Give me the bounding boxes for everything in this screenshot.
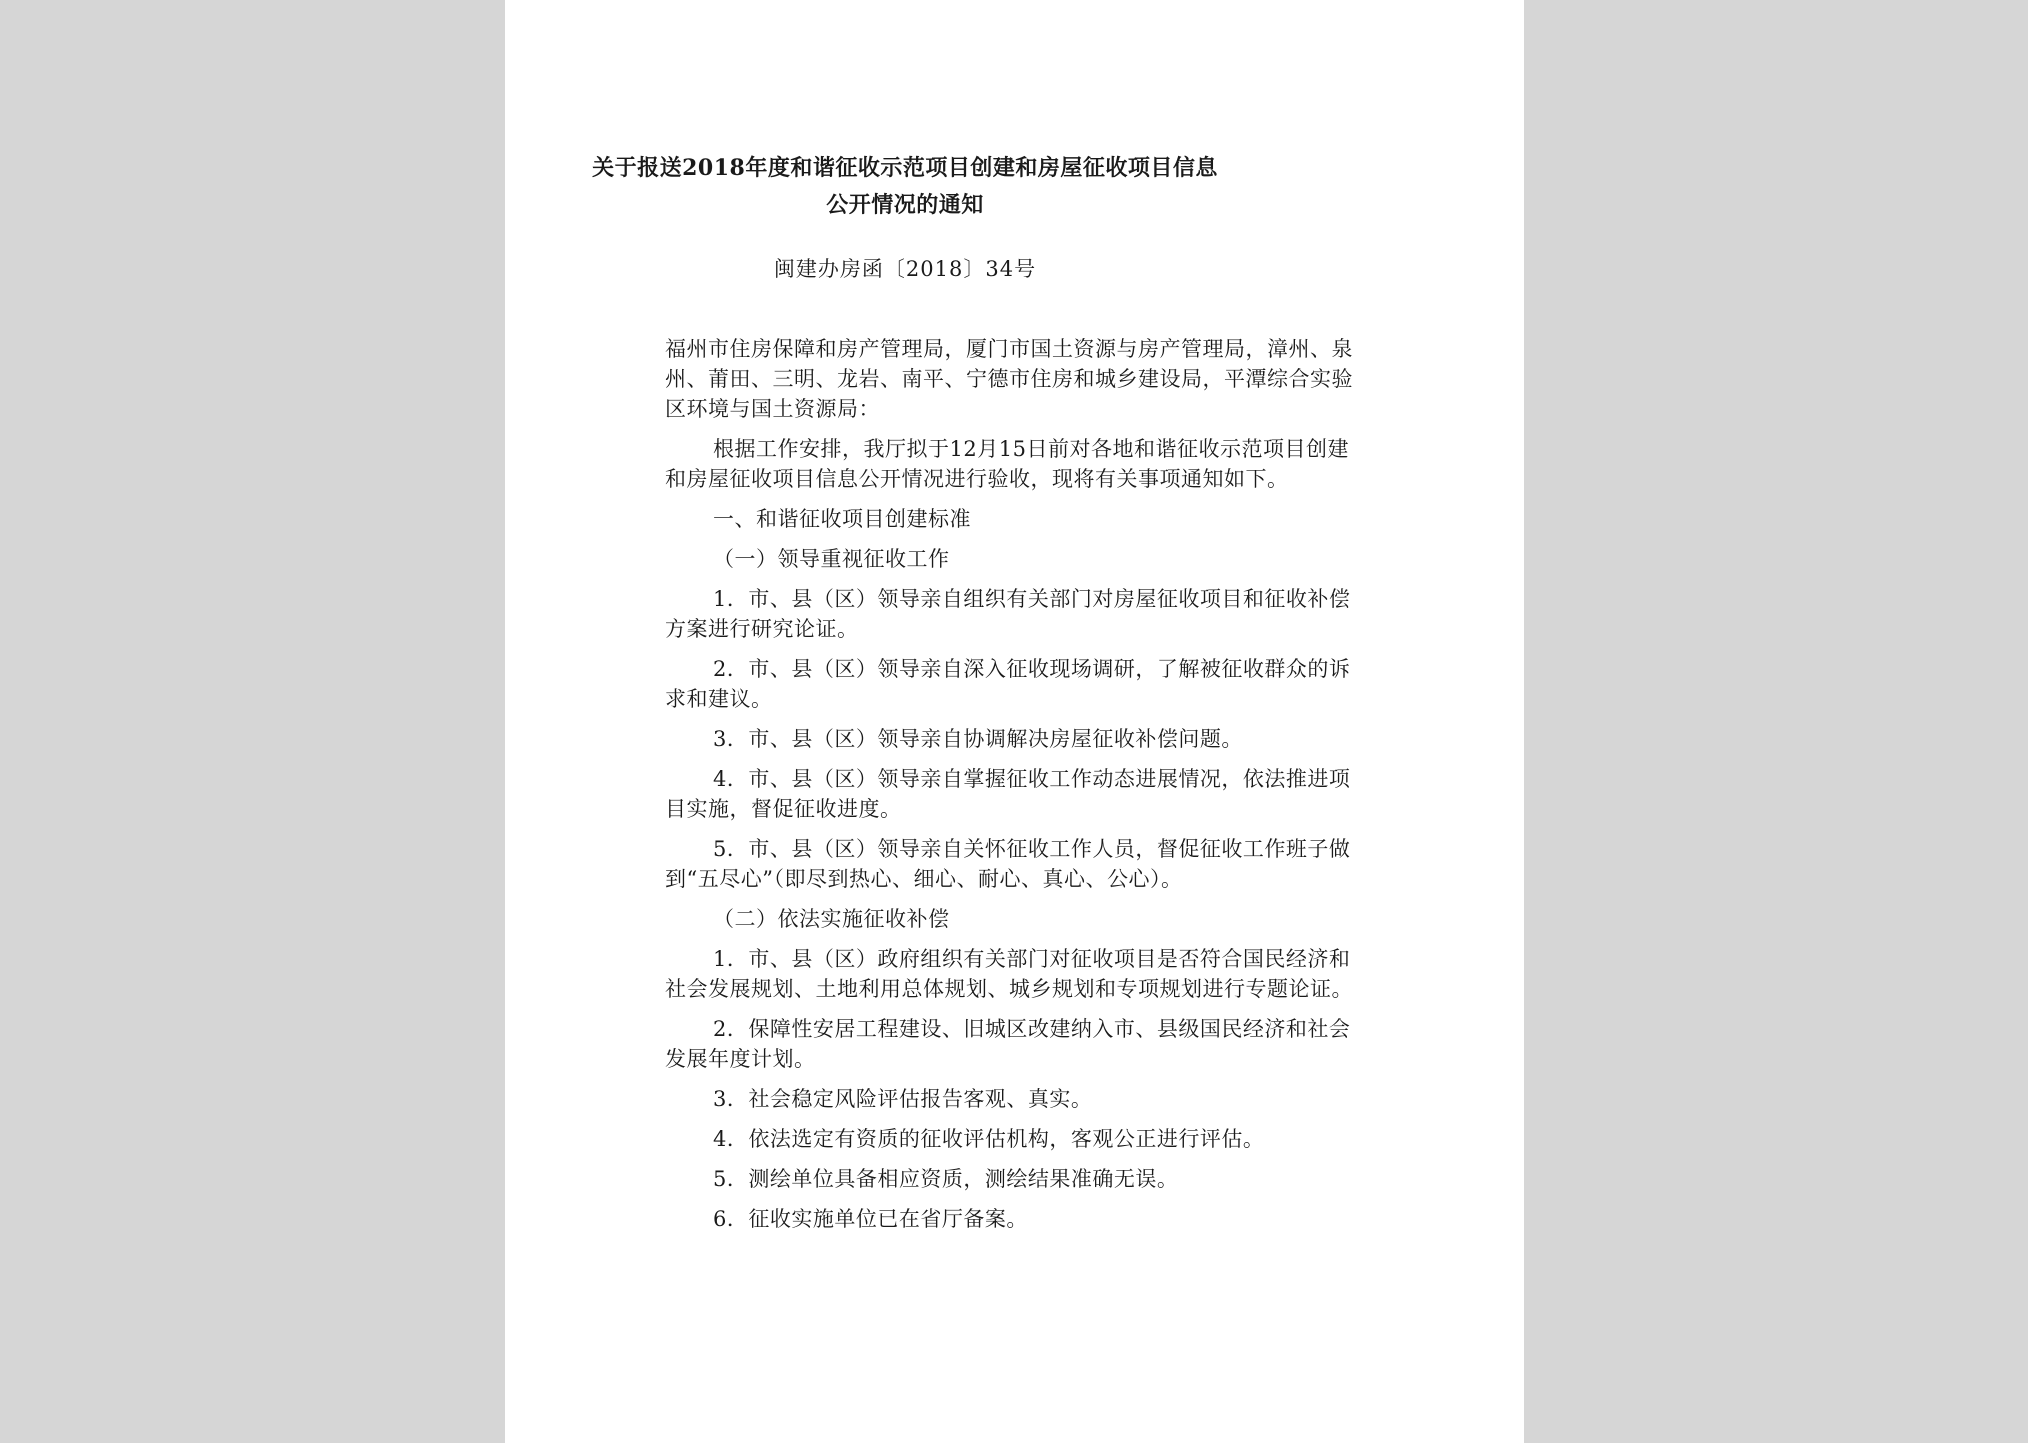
- list-item: 4．市、县（区）领导亲自掌握征收工作动态进展情况，依法推进项目实施，督促征收进度。: [665, 767, 1351, 821]
- list-item: 3．社会稳定风险评估报告客观、真实。: [713, 1087, 1093, 1111]
- addressee: 福州市住房保障和房产管理局，厦门市国土资源与房产管理局，漳州、泉州、莆田、三明、龙岩、南平、宁德市住房和城乡建设局，平潭综合实验区环境与国土资源局：: [665, 337, 1353, 421]
- list-item: 2．市、县（区）领导亲自深入征收现场调研，了解被征收群众的诉求和建议。: [665, 657, 1351, 711]
- subsection-heading-1: （一）领导重视征收工作: [713, 547, 950, 571]
- list-item: 1．市、县（区）领导亲自组织有关部门对房屋征收项目和征收补偿方案进行研究论证。: [665, 587, 1351, 641]
- list-item: 5．测绘单位具备相应资质，测绘结果准确无误。: [713, 1167, 1179, 1191]
- document-number: 闽建办房函〔2018〕34号: [773, 257, 1037, 281]
- paragraph-intro: 根据工作安排，我厅拟于12月15日前对各地和谐征收示范项目创建和房屋征收项目信息公开情况进行验收，现将有关事项通知如下。: [665, 437, 1349, 491]
- list-item: 4．依法选定有资质的征收评估机构，客观公正进行评估。: [713, 1127, 1265, 1151]
- list-item: 2．保障性安居工程建设、旧城区改建纳入市、县级国民经济和社会发展年度计划。: [665, 1017, 1351, 1071]
- list-item: 6．征收实施单位已在省厅备案。: [713, 1207, 1028, 1231]
- list-item: 5．市、县（区）领导亲自关怀征收工作人员，督促征收工作班子做到“五尽心”（即尽到热心、细心、耐心、真心、公心）。: [665, 837, 1351, 891]
- list-item: 3．市、县（区）领导亲自协调解决房屋征收补偿问题。: [713, 727, 1243, 751]
- document-body: [665, 334, 1365, 1244]
- document-page: [505, 0, 1524, 1443]
- section-heading-1: 一、和谐征收项目创建标准: [713, 507, 971, 531]
- subsection-heading-2: （二）依法实施征收补偿: [713, 907, 950, 931]
- list-item: 1．市、县（区）政府组织有关部门对征收项目是否符合国民经济和社会发展规划、土地利用总体规划、城乡规划和专项规划进行专题论证。: [665, 947, 1353, 1001]
- document-title: 关于报送2018年度和谐征收示范项目创建和房屋征收项目信息公开情况的通知: [592, 155, 1218, 218]
